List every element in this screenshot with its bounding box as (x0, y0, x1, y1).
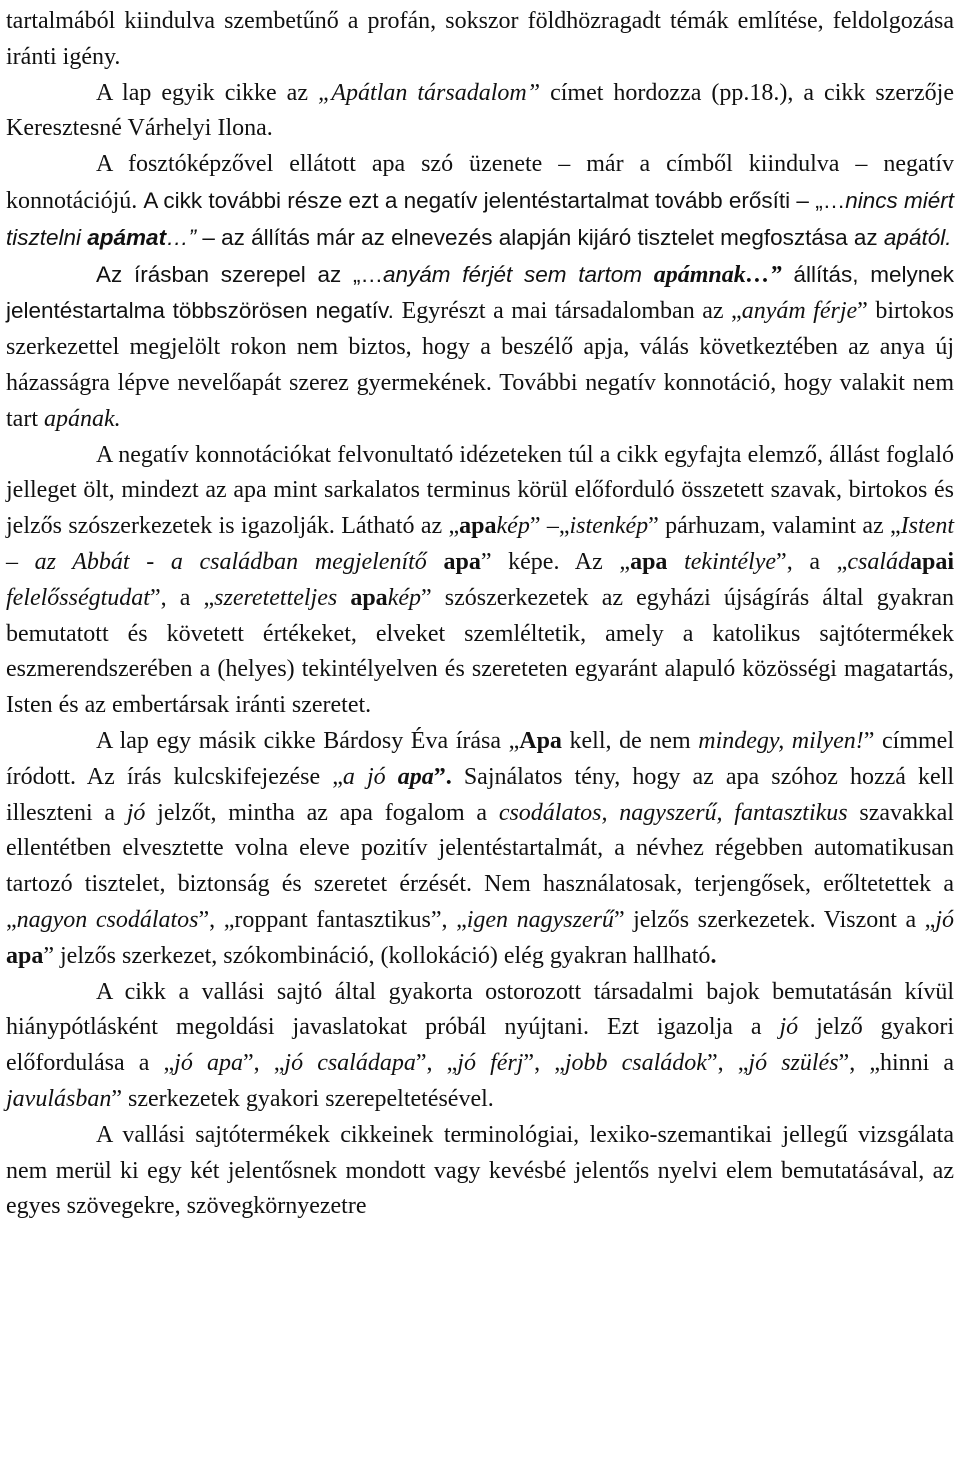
text-run: jobb családok (564, 1050, 707, 1077)
text-run: A vallási sajtótermékek cikkeinek terminológiai, lexiko-szemantikai jellegű vizsgálata nem merül ki egy két jelentősnek mondott vagy kevésbé jelentős nyelvi elem bemutatásával, az egyes szövegekre, szövegkörnyezetre (6, 1121, 954, 1220)
text-run: apa (630, 548, 668, 575)
text-run: A negatív konnotációkat felvonultató idézeteken túl a cikk egyfajta elemző, állást foglaló jelleget ölt, mindezt az apa mint sarkalatos terminus körül előforduló összetett szavak, birtokos és jelzős szószerkezetek is igazolják. Látható az „ (6, 441, 954, 540)
text-run: Istent – az Abbát - a családban megjelenítő (6, 513, 955, 575)
text-run: címet hordozza (pp.18.), a cikk szerzője Keresztesné Várhelyi Ilona. (6, 79, 954, 142)
text-run: . (710, 942, 717, 969)
text-run: ”, a „ (776, 548, 848, 575)
text-run: ” birtokos szerkezettel megjelölt rokon nem biztos, hogy a beszélő apja, válás következtében az anya új házasságra lépve nevelőapát szerez gyermekének. További negatív konnotáció, hogy valakit nem tart (6, 298, 955, 432)
text-run: jó (126, 799, 146, 826)
text-run: szavakkal ellentétben elvesztette volna eleve pozitív jelentéstartalmát, a névhez régebben automatikusan tartozó tisztelet, biztonság és szeretet érzését. Nem használatosak, terjengősek, erőltetettek a „ (6, 799, 954, 933)
text-run: mindegy, milyen! (698, 727, 864, 754)
text-run: ”, „roppant fantasztikus”, „ (198, 906, 467, 933)
text-run: állítás, melynek jelentéstartalma többszörösen negatív. (6, 261, 954, 324)
text-run: tartalmából kiindulva szembetűnő a profán, sokszor földhözragadt témák említése, feldolgozása iránti igény. (6, 8, 954, 70)
text-run: csodálatos, nagyszerű, fantasztikus (498, 799, 848, 826)
text-run: apámnak…” (653, 261, 782, 288)
paragraph-2 (6, 76, 954, 148)
text-run: Apa (519, 727, 562, 754)
text-run: ”, „ (523, 1050, 565, 1077)
text-run: jó apa (174, 1050, 243, 1077)
text-run: anyám férjét sem tartom (383, 261, 654, 287)
text-run: jelző gyakori előfordulása a „ (6, 1014, 954, 1077)
paragraph-4 (6, 257, 954, 438)
text-run: ” képe. Az „ (480, 548, 631, 575)
text-run (667, 549, 684, 575)
text-run: ”. (433, 763, 452, 790)
text-run: ” párhuzam, valamint az „ (648, 513, 901, 540)
text-run: apa (397, 763, 434, 790)
text-run: jó (935, 906, 954, 933)
text-run: ”, „ (242, 1050, 285, 1077)
text-run: apának. (43, 405, 121, 432)
text-run: A fosztóképzővel ellátott apa szó üzenete – már a címből kiindulva – negatív konnotációjú. (6, 151, 954, 214)
text-run: ”, „hinni a (838, 1050, 955, 1077)
text-run: tekintélye (684, 548, 777, 575)
text-run: ”, „ (415, 1050, 458, 1077)
text-run: család (847, 548, 910, 575)
text-run: apától. (883, 224, 952, 250)
text-run: apámat (87, 224, 167, 250)
text-run: „Apátlan társadalom” (318, 79, 541, 106)
text-run: kell, de nem (561, 727, 699, 754)
text-run: apa (443, 548, 481, 575)
text-run: jó szülés (748, 1050, 839, 1077)
text-run: felelősségtudat (6, 584, 150, 611)
paragraph-7 (6, 975, 954, 1118)
text-run: apa (459, 513, 497, 540)
text-run: A lap egy másik cikke Bárdosy Éva írása „ (96, 727, 520, 754)
text-run: ” címmel íródott. Az írás kulcskifejezése „ (6, 727, 954, 790)
text-run: nincs miért tisztelni (6, 187, 955, 250)
text-run: kép (496, 513, 530, 540)
text-run: apai (910, 548, 955, 575)
text-run: ” jelzős szerkezet, szókombináció, (kollokáció) elég gyakran hallható (43, 942, 711, 969)
text-run: ” –„ (529, 513, 570, 540)
text-run: jelzőt, mintha az apa fogalom a (145, 799, 499, 826)
text-run: A lap egyik cikke az (96, 79, 319, 106)
text-run: istenkép (569, 513, 649, 540)
text-run: kép (387, 584, 421, 611)
text-run: apa (6, 942, 44, 969)
text-run: Az írásban szerepel az „… (96, 261, 383, 287)
text-run: jó (779, 1014, 799, 1041)
text-run: igen nagyszerű (466, 906, 614, 933)
text-run: ”, „ (706, 1050, 749, 1077)
text-run: nagyon csodálatos (16, 906, 199, 933)
text-run: Sajnálatos tény, hogy az apa szóhoz hozzá kell illeszteni a (6, 763, 955, 826)
text-run: ” szószerkezetek az egyházi újságírás által gyakran bemutatott és követett értékeket, elveket szemléltetik, amely a katolikus sajtótermékek eszmerendszerében a (helyes) tekintélyelven és szereteten egyaránt alapuló közösségi magatartás, Isten és az embertársak iránti szeretet. (6, 584, 954, 719)
text-run: ”, a „ (149, 584, 215, 611)
text-run: A cikk további része ezt a negatív jelentéstartalmat tovább erősíti – „… (143, 187, 846, 213)
text-run: apa (350, 584, 388, 611)
text-run: Egyrészt a mai társadalomban az „ (401, 298, 742, 325)
paragraph-5 (6, 438, 954, 724)
paragraph-8 (6, 1118, 954, 1225)
text-run: javulásban (6, 1085, 112, 1112)
text-run: A cikk a vallási sajtó által gyakorta ostorozott társadalmi bajok bemutatásán kívül hiánypótlásként megoldási javaslatokat próbál nyújtani. Ezt igazolja a (6, 978, 954, 1041)
text-run (337, 585, 350, 611)
paragraph-6 (6, 724, 954, 975)
text-run: – az állítás már az elnevezés alapján kijáró tisztelet megfosztása az (196, 224, 884, 250)
text-run: szeretetteljes (214, 584, 338, 611)
paragraph-3 (6, 147, 954, 256)
text-run: ” szerkezetek gyakori szerepeltetésével. (111, 1085, 494, 1112)
text-run: a jó (342, 763, 398, 790)
text-run: anyám férje (741, 298, 858, 325)
text-run (427, 549, 444, 575)
text-run: jó családapa (284, 1050, 416, 1077)
paragraph-1 (6, 4, 954, 76)
text-run: …” (166, 224, 197, 250)
text-run: jó férj (457, 1050, 524, 1077)
text-run: ” jelzős szerkezetek. Viszont a „ (613, 906, 936, 933)
